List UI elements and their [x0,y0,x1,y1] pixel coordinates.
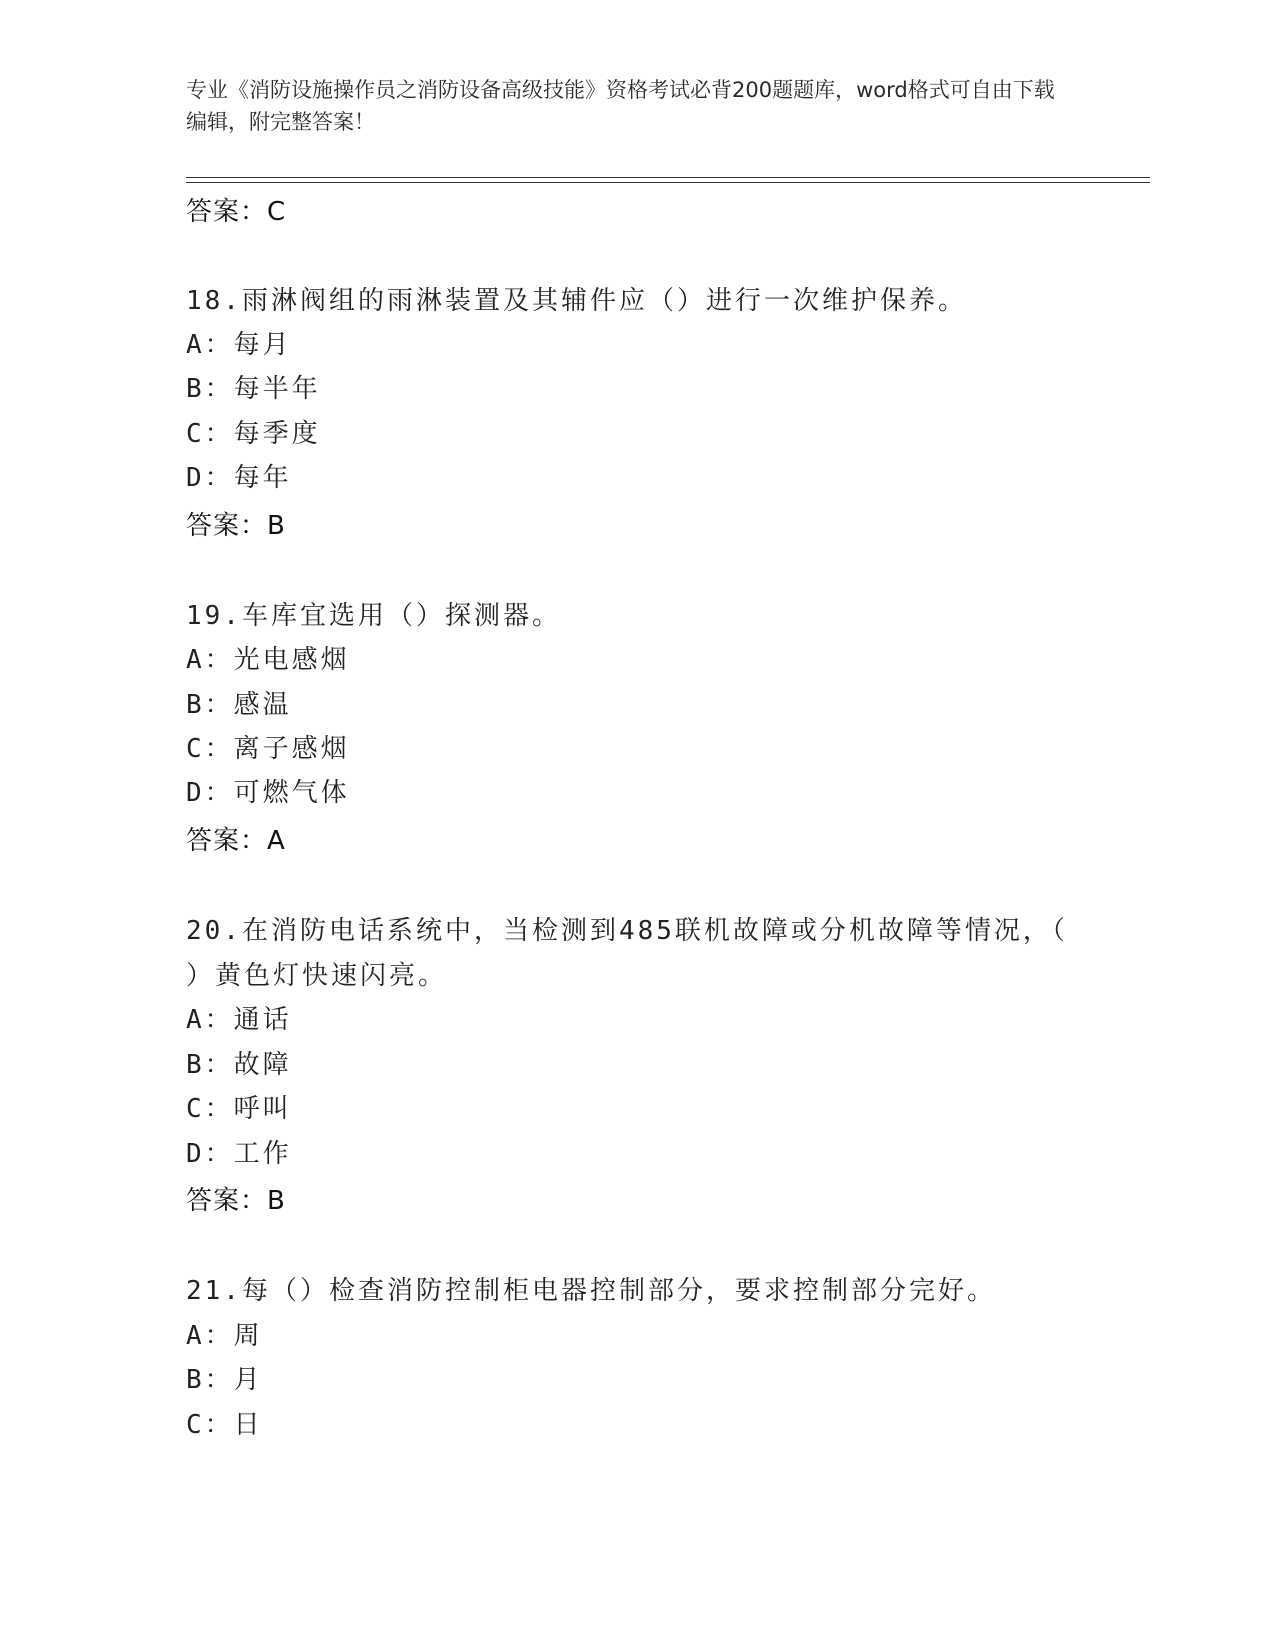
question-19-stem: 19.车库宜选用（）探测器。 [186,601,561,631]
header-divider-top [186,177,1150,178]
question-21-option-a: A：周 [186,1321,263,1351]
question-20-option-d: D：工作 [186,1139,292,1169]
question-20-option-a: A：通话 [186,1005,292,1035]
question-21-option-b: B：月 [186,1365,263,1395]
question-18-stem: 18.雨淋阀组的雨淋装置及其辅件应（）进行一次维护保养。 [186,286,967,316]
header-divider-bottom [186,182,1150,183]
question-21-option-c: C：日 [186,1410,263,1440]
question-18-option-a: A：每月 [186,330,292,360]
question-18-option-b: B：每半年 [186,374,321,404]
question-19-answer: 答案：A [186,826,286,856]
question-18-answer: 答案：B [186,511,286,541]
question-20-stem-line2: ）黄色灯快速闪亮。 [186,961,448,991]
question-21-stem: 21.每（）检查消防控制柜电器控制部分，要求控制部分完好。 [186,1276,996,1306]
question-20-option-b: B：故障 [186,1050,292,1080]
document-header: 专业《消防设施操作员之消防设备高级技能》资格考试必背200题题库，word格式可自由下载编辑，附完整答案！ [186,78,1055,134]
question-18-option-c: C：每季度 [186,419,321,449]
question-20-answer: 答案：B [186,1186,286,1216]
question-19-option-b: B：感温 [186,690,292,720]
question-20-stem-line1: 20.在消防电话系统中，当检测到485联机故障或分机故障等情况，（ [186,916,1068,946]
question-19-option-c: C：离子感烟 [186,734,350,764]
answer-17: 答案：C [186,197,287,227]
question-19-option-d: D：可燃气体 [186,778,350,808]
question-19-option-a: A：光电感烟 [186,645,350,675]
question-20-option-c: C：呼叫 [186,1094,292,1124]
question-18-option-d: D：每年 [186,463,292,493]
